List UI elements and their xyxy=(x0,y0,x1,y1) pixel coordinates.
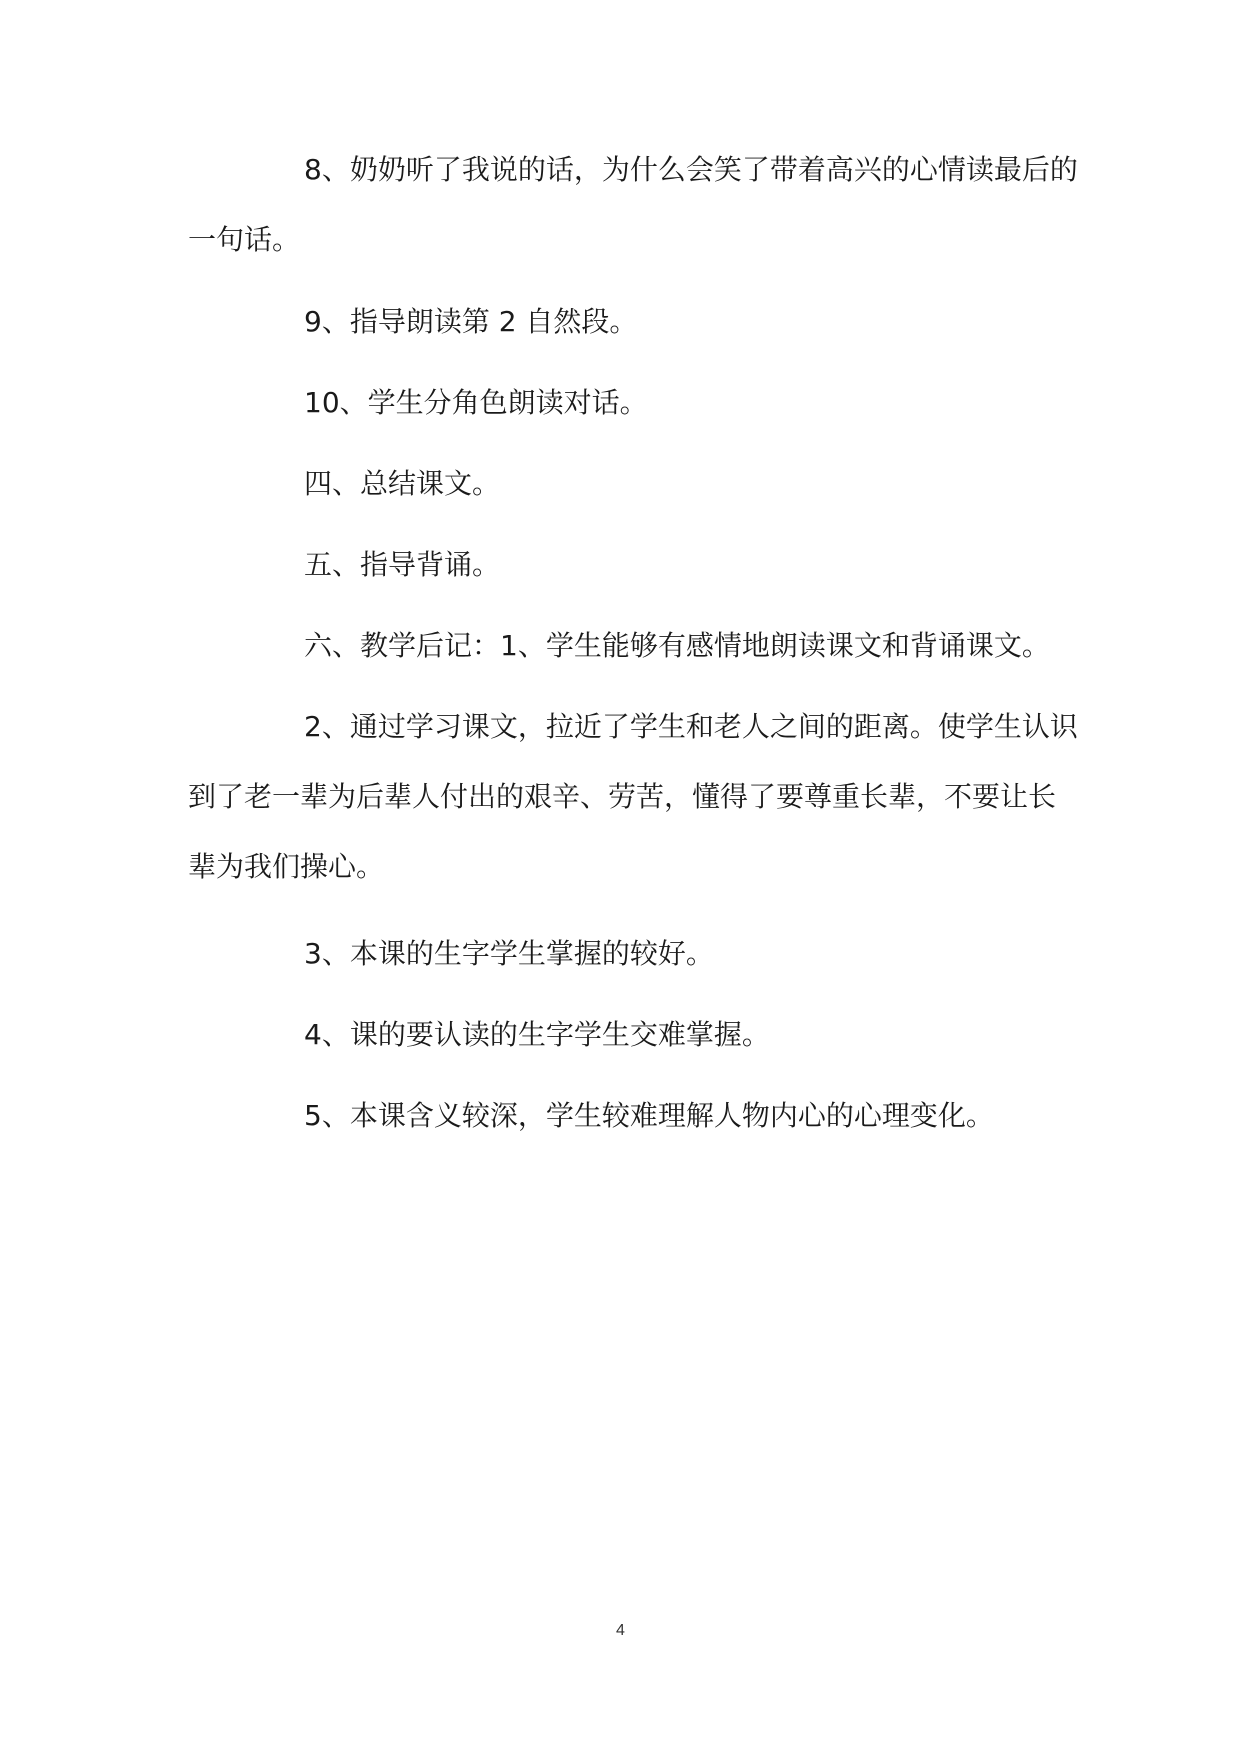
paragraph-10: 10、学生分角色朗读对话。 xyxy=(304,386,648,419)
section-recite: 五、指导背诵。 xyxy=(304,548,501,581)
page-number: 4 xyxy=(616,1622,625,1639)
note-2: 2、通过学习课文，拉近了学生和老人之间的距离。使学生认识到了老一辈为后辈人付出的艰辛、劳苦，懂得了要尊重长辈，不要让长辈为我们操心。 xyxy=(188,710,1078,883)
section-teaching-notes: 六、教学后记：1、学生能够有感情地朗读课文和背诵课文。 xyxy=(304,629,1050,662)
note-3: 3、本课的生字学生掌握的较好。 xyxy=(304,937,714,970)
paragraph-8: 8、奶奶听了我说的话，为什么会笑了带着高兴的心情读最后的一句话。 xyxy=(188,153,1078,256)
section-summary: 四、总结课文。 xyxy=(304,467,501,500)
paragraph-9: 9、指导朗读第 2 自然段。 xyxy=(304,305,638,338)
note-5: 5、本课含义较深，学生较难理解人物内心的心理变化。 xyxy=(304,1099,994,1132)
note-4: 4、课的要认读的生字学生交难掌握。 xyxy=(304,1018,770,1051)
